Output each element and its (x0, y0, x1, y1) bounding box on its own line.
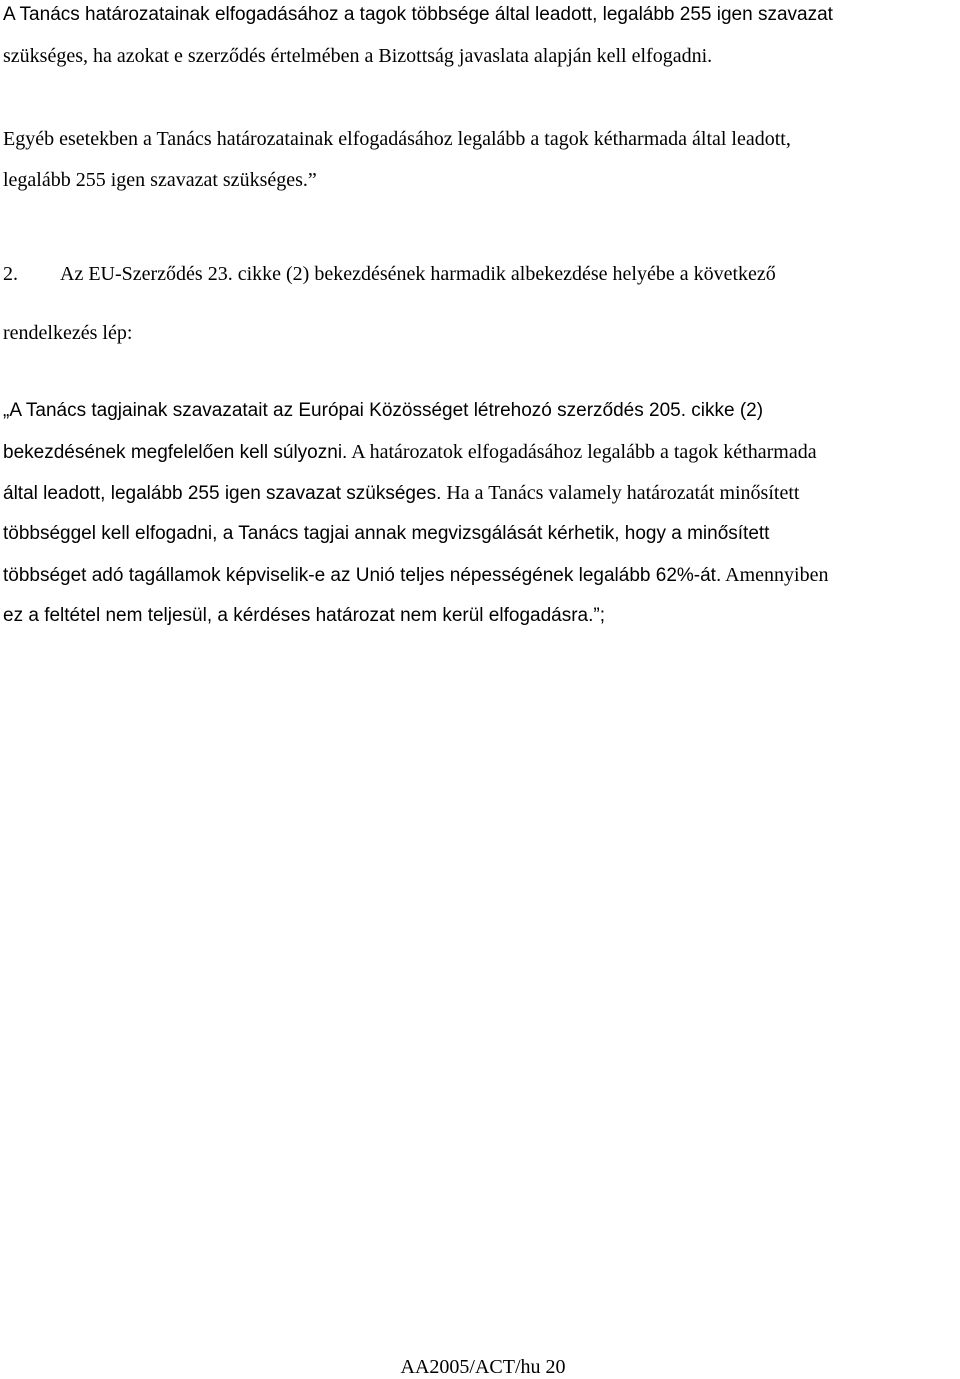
paragraph-line: szükséges, ha azokat e szerződés értelmében a Bizottság javaslata alapján kell elfogadni. (3, 45, 713, 67)
quote-text-segment: többséget adó tagállamok képviselik-e az Unió teljes népességének legalább 62%-át. (3, 565, 722, 586)
section-heading-line (3, 261, 776, 287)
page-footer-reference: AA2005/ACT/hu 20 (400, 1356, 566, 1378)
paragraph-line: A Tanács határozatainak elfogadásához a tagok többsége által leadott, legalább 255 igen szavazat (3, 4, 833, 25)
quote-text-segment: Amennyiben (721, 564, 829, 586)
quote-text-segment: Ha a Tanács valamely határozatát minősített (441, 482, 800, 504)
paragraph-line: Egyéb esetekben a Tanács határozatainak elfogadásához legalább a tagok kétharmada által leadott, (3, 128, 791, 150)
paragraph-line: legalább 255 igen szavazat szükséges.” (3, 169, 317, 191)
quote-line: ez a feltétel nem teljesül, a kérdéses határozat nem kerül elfogadásra.”; (3, 605, 605, 626)
quote-line (3, 480, 799, 507)
section-heading-line: rendelkezés lép: (3, 322, 133, 344)
quote-text-segment: bekezdésének megfelelően kell súlyozni. (3, 442, 348, 463)
quote-line (3, 439, 817, 466)
quote-line (3, 562, 828, 589)
section-number: 2. (3, 263, 18, 285)
quote-text-segment: által leadott, legalább 255 igen szavazat szükséges. (3, 483, 442, 504)
section-heading-text: Az EU-Szerződés 23. cikke (2) bekezdésének harmadik albekezdése helyébe a következő (60, 263, 776, 285)
quote-line: többséggel kell elfogadni, a Tanács tagjai annak megvizsgálását kérhetik, hogy a minősített (3, 523, 770, 544)
quote-text-segment: A határozatok elfogadásához legalább a tagok kétharmada (347, 441, 817, 463)
quote-line: „A Tanács tagjainak szavazatait az Európai Közösséget létrehozó szerződés 205. cikke (2) (3, 400, 764, 421)
